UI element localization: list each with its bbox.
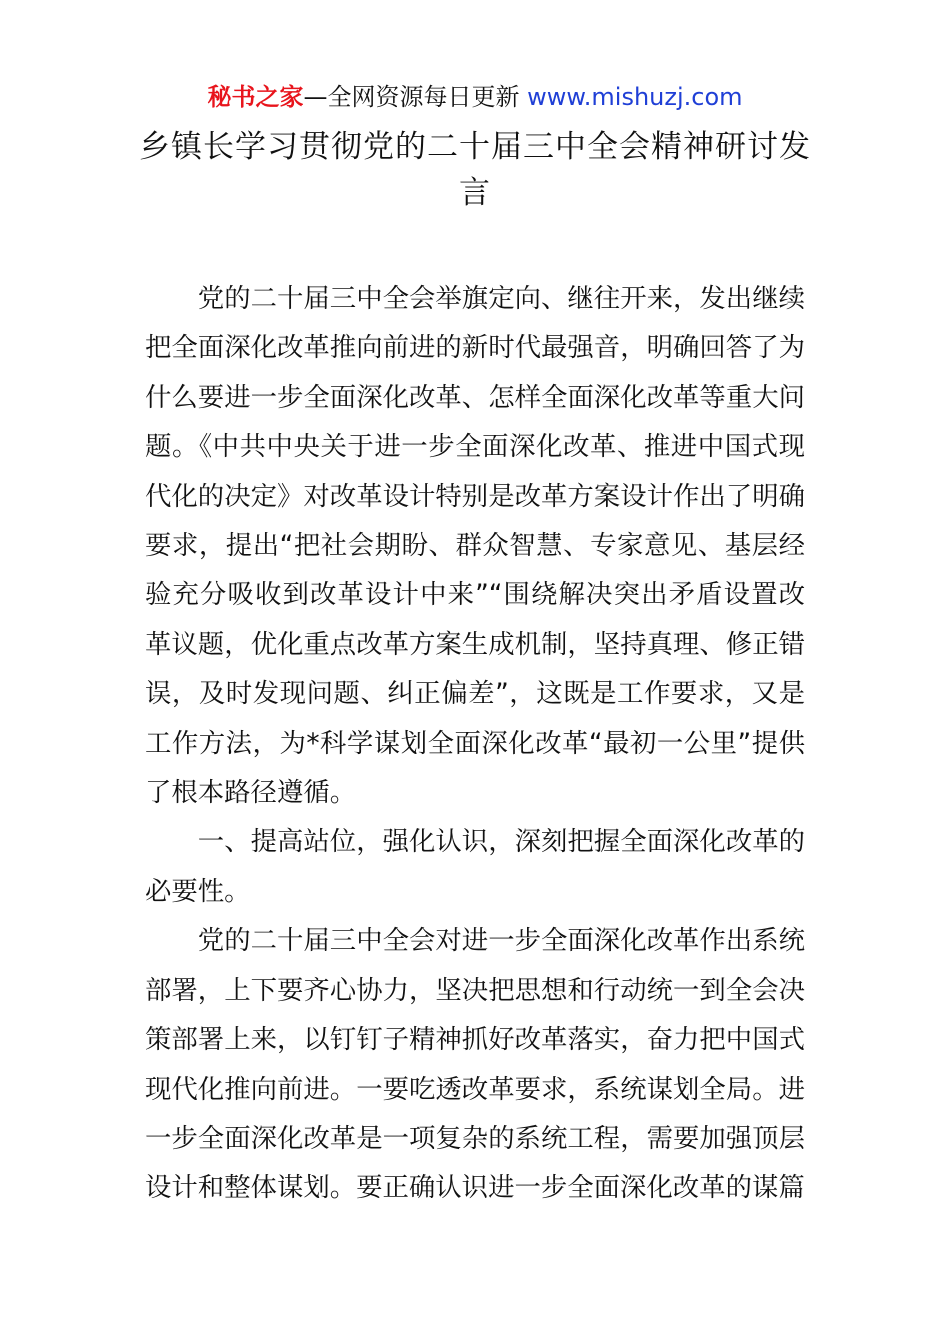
- paragraph-intro: 党的二十届三中全会举旗定向、继往开来，发出继续把全面深化改革推向前进的新时代最强音，明确回答了为什么要进一步全面深化改革、怎样全面深化改革等重大问题。《中共中央关于进一步全面深化改革、推进中国式现代化的决定》对改革设计特别是改革方案设计作出了明确要求，提出“把社会期盼、群众智慧、专家意见、基层经验充分吸收到改革设计中来”“围绕解决突出矛盾设置改革议题，优化重点改革方案生成机制，坚持真理、修正错误，及时发现问题、纠正偏差”，这既是工作要求，又是工作方法，为*科学谋划全面深化改革“最初一公里”提供了根本路径遵循。: [145, 283, 805, 809]
- section-heading-1: 一、提高站位，强化认识，深刻把握全面深化改革的必要性。: [145, 826, 805, 907]
- site-brand: 秘书之家: [207, 83, 304, 111]
- document-body: [145, 274, 805, 1213]
- site-tagline: —全网资源每日更新: [303, 83, 520, 111]
- paragraph-section-1: 党的二十届三中全会对进一步全面深化改革作出系统部署，上下要齐心协力，坚决把思想和行动统一到全会决策部署上来，以钉钉子精神抓好改革落实，奋力把中国式现代化推向前进。一要吃透改革要求，系统谋划全局。进一步全面深化改革是一项复杂的系统工程，需要加强顶层设计和整体谋划。要正确认识进一步全面深化改革的谋篇: [145, 925, 805, 1204]
- document-title: 乡镇长学习贯彻党的二十届三中全会精神研讨发言: [139, 129, 811, 211]
- site-header: [0, 80, 950, 114]
- site-url[interactable]: www.mishuzj.com: [527, 83, 743, 111]
